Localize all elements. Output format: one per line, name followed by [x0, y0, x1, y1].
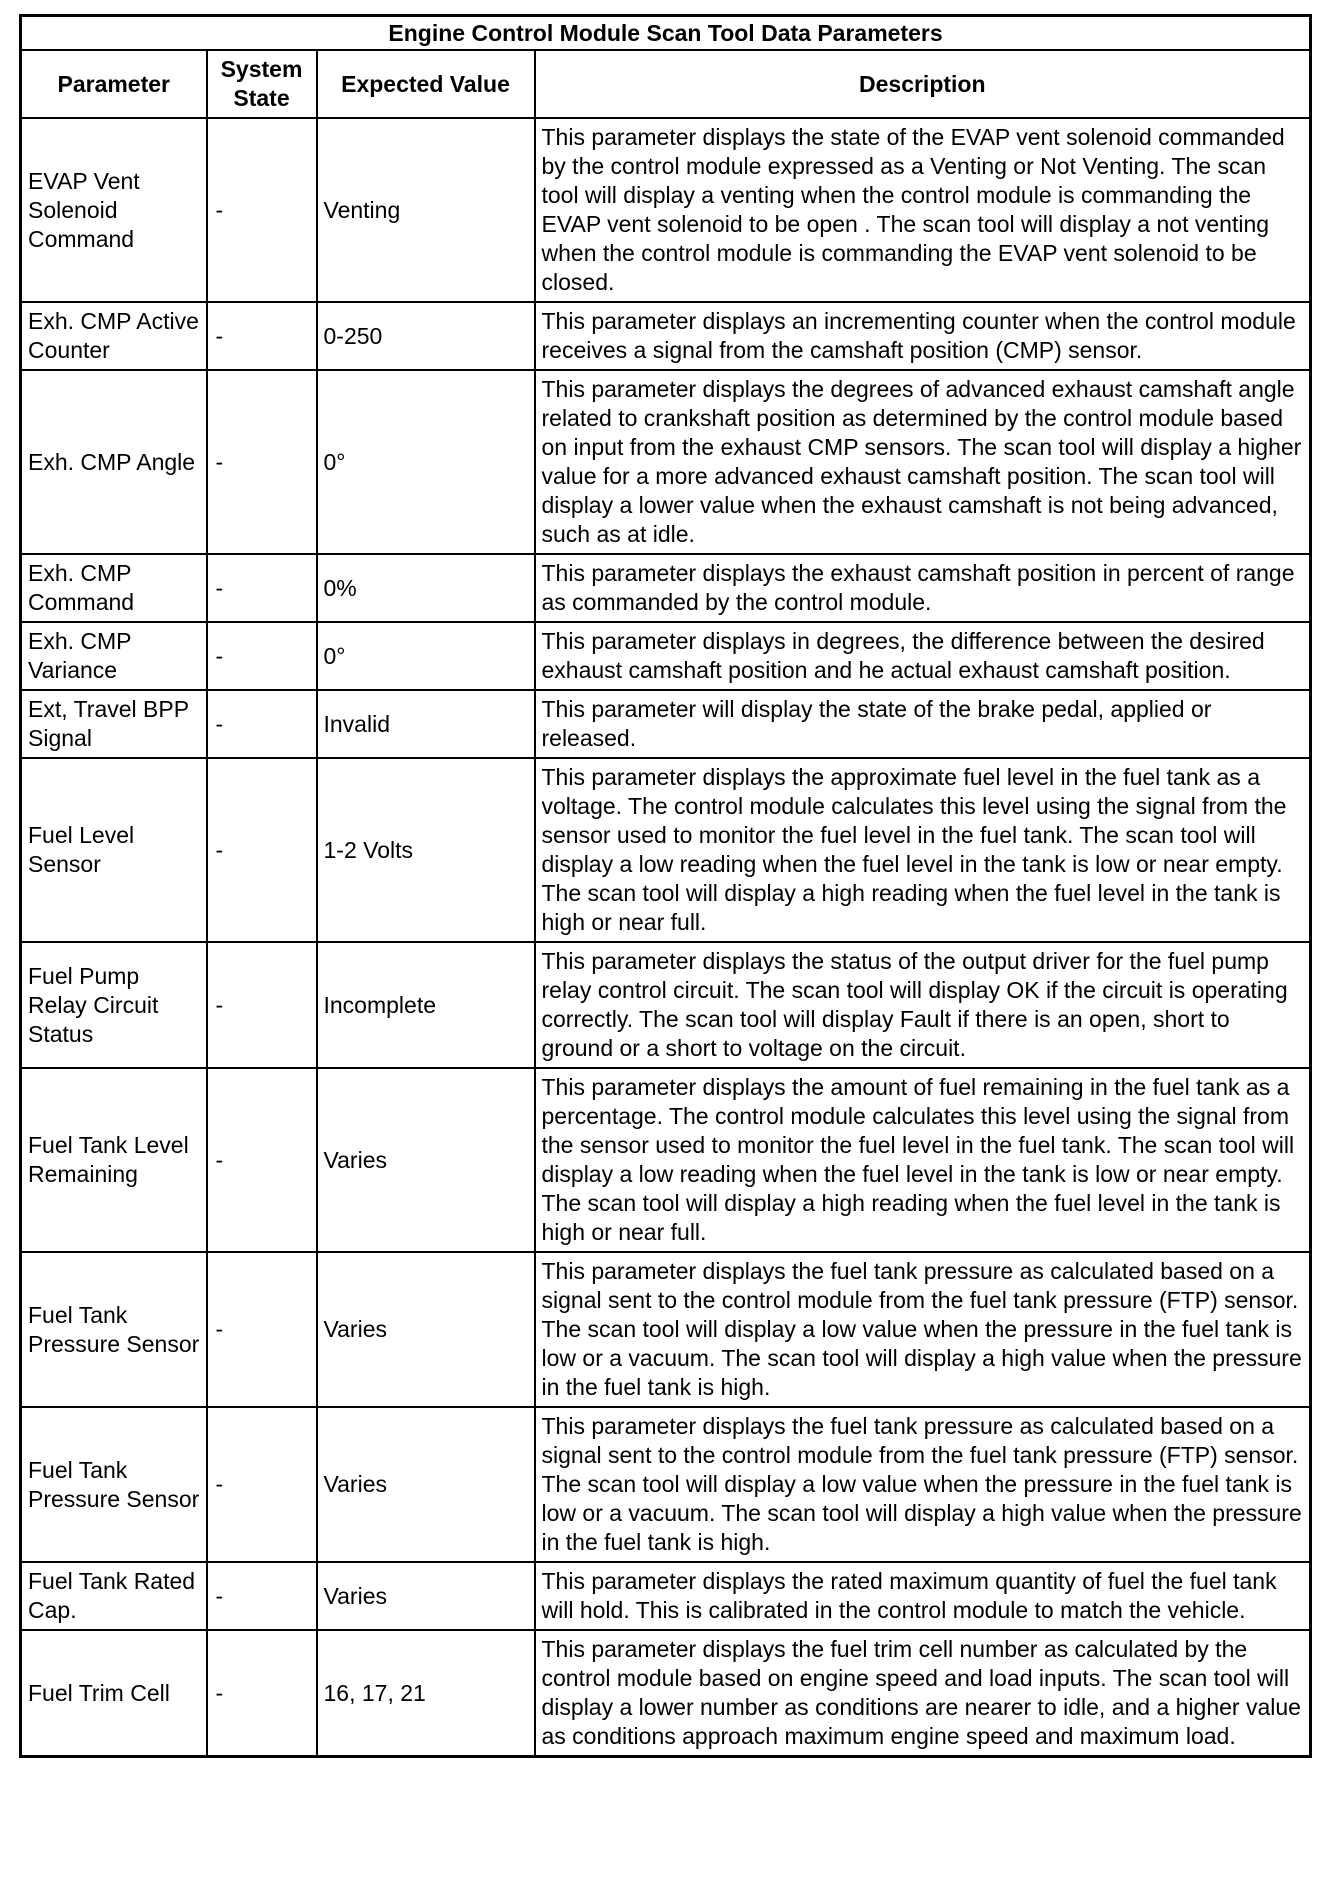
parameter-cell: Ext, Travel BPP Signal	[21, 690, 207, 758]
description-cell: This parameter displays in degrees, the difference between the desired exhaust camshaft position and he actual exhaust camshaft position.	[535, 622, 1311, 690]
header-system-state: System State	[207, 50, 317, 118]
expected-value-cell: 0%	[317, 554, 535, 622]
expected-value-cell: Venting	[317, 118, 535, 302]
system-state-cell: -	[207, 1252, 317, 1407]
system-state-cell: -	[207, 554, 317, 622]
system-state-cell: -	[207, 1407, 317, 1562]
parameter-cell: Fuel Trim Cell	[21, 1630, 207, 1757]
expected-value-cell: 0°	[317, 622, 535, 690]
expected-value-cell: Invalid	[317, 690, 535, 758]
parameter-cell: Exh. CMP Angle	[21, 370, 207, 554]
expected-value-cell: 0-250	[317, 302, 535, 370]
system-state-cell: -	[207, 1630, 317, 1757]
parameter-cell: Fuel Tank Rated Cap.	[21, 1562, 207, 1630]
header-description: Description	[535, 50, 1311, 118]
expected-value-cell: 16, 17, 21	[317, 1630, 535, 1757]
parameter-cell: Exh. CMP Variance	[21, 622, 207, 690]
parameter-cell: Fuel Tank Level Remaining	[21, 1068, 207, 1252]
scan-tool-data-table	[19, 14, 1312, 1758]
description-cell: This parameter displays the status of the output driver for the fuel pump relay control circuit. The scan tool will display OK if the circuit is operating correctly. The scan tool will display Fault if there is an open, short to ground or a short to voltage on the circuit.	[535, 942, 1311, 1068]
table-row	[21, 1252, 1311, 1407]
header-expected-value: Expected Value	[317, 50, 535, 118]
parameter-cell: Exh. CMP Command	[21, 554, 207, 622]
table-row	[21, 622, 1311, 690]
table-title: Engine Control Module Scan Tool Data Parameters	[21, 16, 1311, 51]
parameter-cell: Exh. CMP Active Counter	[21, 302, 207, 370]
description-cell: This parameter displays the amount of fuel remaining in the fuel tank as a percentage. The control module calculates this level using the signal from the sensor used to monitor the fuel level in the fuel tank. The scan tool will display a low reading when the fuel level in the tank is low or near empty. The scan tool will display a high reading when the fuel level in the tank is high or near full.	[535, 1068, 1311, 1252]
table-row	[21, 758, 1311, 942]
expected-value-cell: Varies	[317, 1252, 535, 1407]
parameter-cell: Fuel Level Sensor	[21, 758, 207, 942]
table-header-row	[21, 50, 1311, 118]
description-cell: This parameter displays an incrementing counter when the control module receives a signal from the camshaft position (CMP) sensor.	[535, 302, 1311, 370]
parameter-cell: Fuel Tank Pressure Sensor	[21, 1407, 207, 1562]
parameter-cell: EVAP Vent Solenoid Command	[21, 118, 207, 302]
table-row	[21, 690, 1311, 758]
system-state-cell: -	[207, 758, 317, 942]
table-row	[21, 1562, 1311, 1630]
system-state-cell: -	[207, 302, 317, 370]
parameter-cell: Fuel Pump Relay Circuit Status	[21, 942, 207, 1068]
header-parameter: Parameter	[21, 50, 207, 118]
system-state-cell: -	[207, 1562, 317, 1630]
table-row	[21, 1407, 1311, 1562]
description-cell: This parameter displays the fuel tank pressure as calculated based on a signal sent to the control module from the fuel tank pressure (FTP) sensor. The scan tool will display a low value when the pressure in the fuel tank is low or a vacuum. The scan tool will display a high value when the pressure in the fuel tank is high.	[535, 1252, 1311, 1407]
description-cell: This parameter displays the fuel tank pressure as calculated based on a signal sent to the control module from the fuel tank pressure (FTP) sensor. The scan tool will display a low value when the pressure in the fuel tank is low or a vacuum. The scan tool will display a high value when the pressure in the fuel tank is high.	[535, 1407, 1311, 1562]
table-row	[21, 554, 1311, 622]
expected-value-cell: Varies	[317, 1407, 535, 1562]
description-cell: This parameter will display the state of the brake pedal, applied or released.	[535, 690, 1311, 758]
expected-value-cell: Incomplete	[317, 942, 535, 1068]
table-row	[21, 370, 1311, 554]
table-row	[21, 302, 1311, 370]
description-cell: This parameter displays the fuel trim cell number as calculated by the control module based on engine speed and load inputs. The scan tool will display a lower number as conditions are nearer to idle, and a higher value as conditions approach maximum engine speed and maximum load.	[535, 1630, 1311, 1757]
system-state-cell: -	[207, 942, 317, 1068]
parameter-cell: Fuel Tank Pressure Sensor	[21, 1252, 207, 1407]
expected-value-cell: Varies	[317, 1068, 535, 1252]
description-cell: This parameter displays the approximate fuel level in the fuel tank as a voltage. The control module calculates this level using the signal from the sensor used to monitor the fuel level in the fuel tank. The scan tool will display a low reading when the fuel level in the tank is low or near empty. The scan tool will display a high reading when the fuel level in the tank is high or near full.	[535, 758, 1311, 942]
expected-value-cell: Varies	[317, 1562, 535, 1630]
description-cell: This parameter displays the degrees of advanced exhaust camshaft angle related to crankshaft position as determined by the control module based on input from the exhaust CMP sensors. The scan tool will display a higher value for a more advanced exhaust camshaft position. The scan tool will display a lower value when the exhaust camshaft is not being advanced, such as at idle.	[535, 370, 1311, 554]
expected-value-cell: 1-2 Volts	[317, 758, 535, 942]
system-state-cell: -	[207, 1068, 317, 1252]
table-row	[21, 1068, 1311, 1252]
system-state-cell: -	[207, 118, 317, 302]
description-cell: This parameter displays the rated maximum quantity of fuel the fuel tank will hold. This is calibrated in the control module to match the vehicle.	[535, 1562, 1311, 1630]
table-title-row	[21, 16, 1311, 51]
system-state-cell: -	[207, 622, 317, 690]
table-row	[21, 118, 1311, 302]
expected-value-cell: 0°	[317, 370, 535, 554]
system-state-cell: -	[207, 690, 317, 758]
system-state-cell: -	[207, 370, 317, 554]
description-cell: This parameter displays the state of the EVAP vent solenoid commanded by the control module expressed as a Venting or Not Venting. The scan tool will display a venting when the control module is commanding the EVAP vent solenoid to be open . The scan tool will display a not venting when the control module is commanding the EVAP vent solenoid to be closed.	[535, 118, 1311, 302]
table-row	[21, 942, 1311, 1068]
description-cell: This parameter displays the exhaust camshaft position in percent of range as commanded by the control module.	[535, 554, 1311, 622]
table-row	[21, 1630, 1311, 1757]
